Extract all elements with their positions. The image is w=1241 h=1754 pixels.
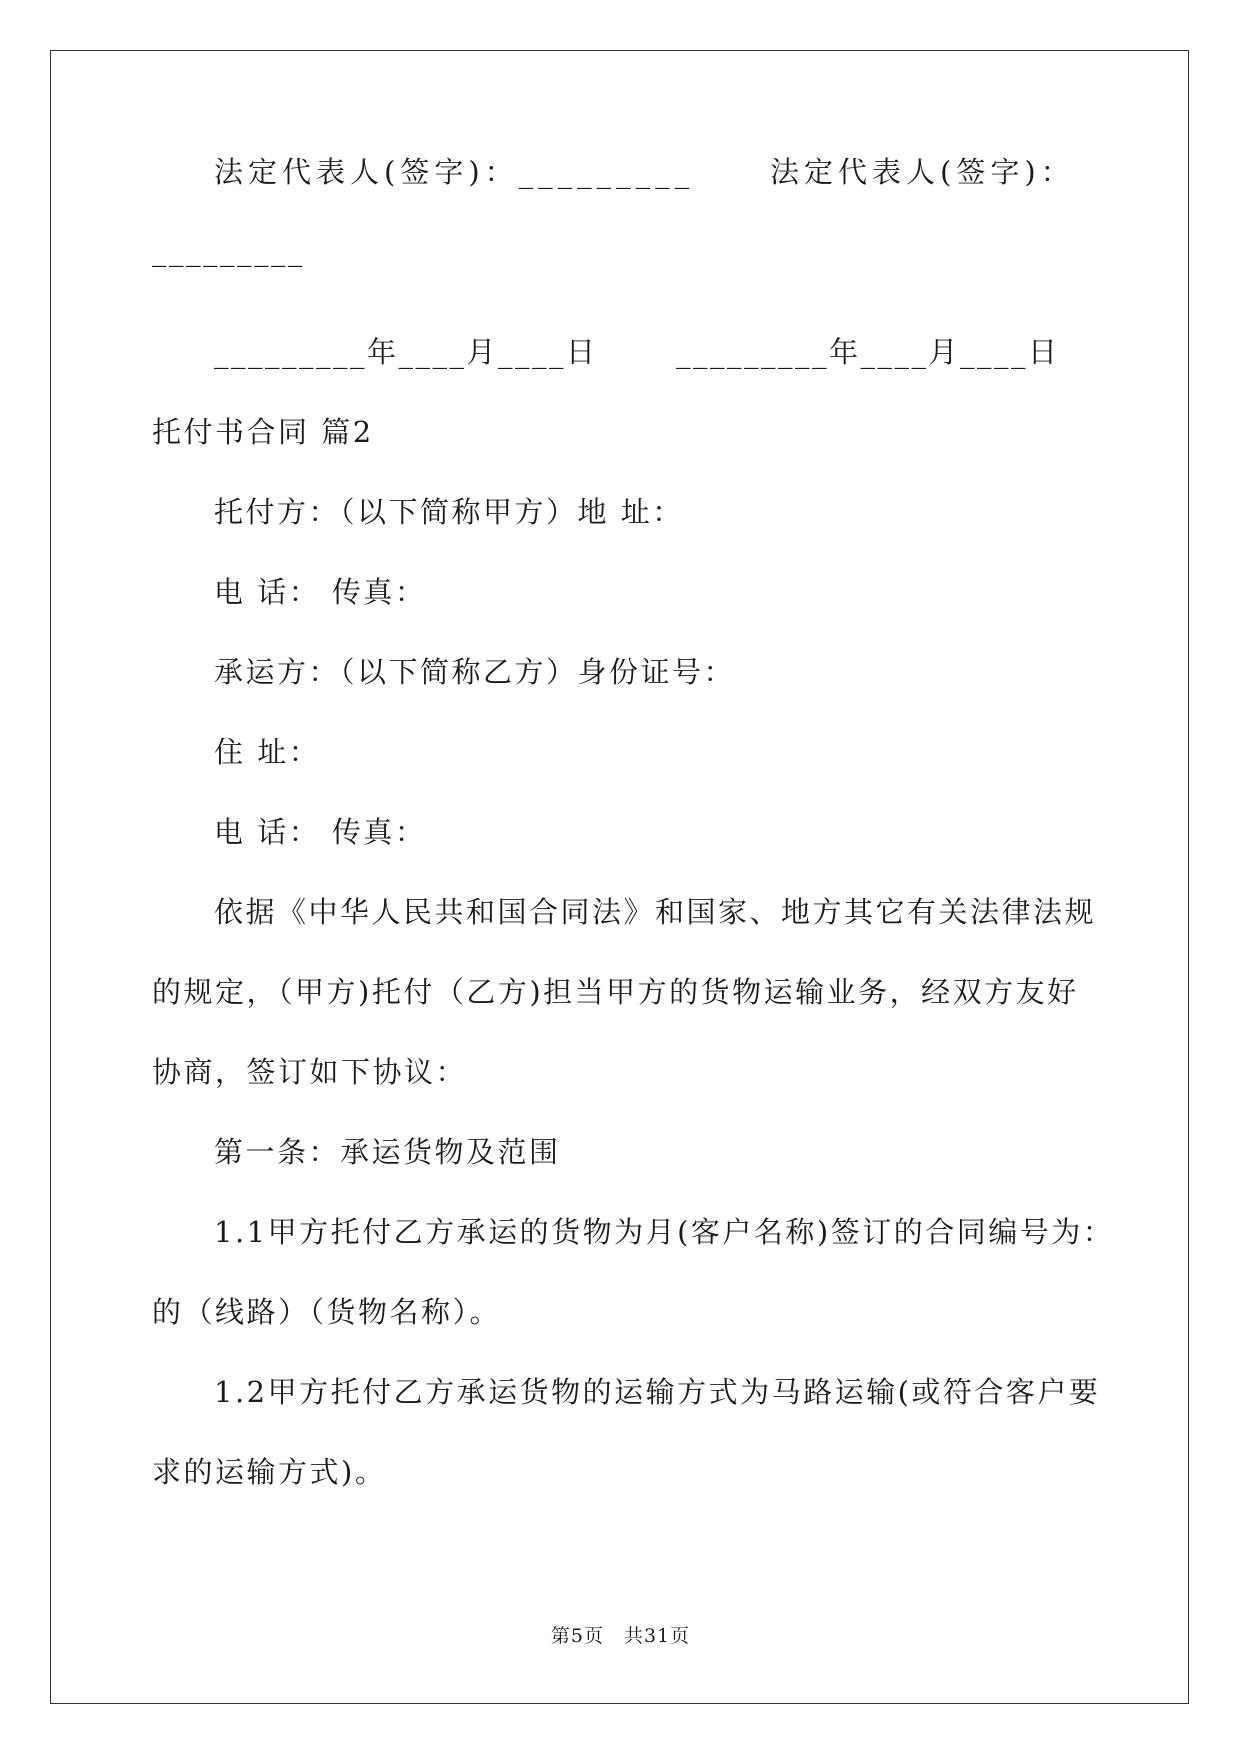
signature-date-left: _________年____月____日 (214, 335, 598, 369)
page-number: 第5页 共31页 (550, 1625, 691, 1647)
carrier-address-line: 住 址： (214, 735, 321, 769)
consignor-contact-line: 电 话： 传真： (214, 575, 427, 609)
article-1-title: 第一条：承运货物及范围 (214, 1135, 561, 1169)
preamble-line-1: 依据《中华人民共和国合同法》和国家、地方其它有关法律法规 (214, 895, 1097, 929)
carrier-contact-line: 电 话： 传真： (214, 815, 427, 849)
signature-date-right: _________年____月____日 (676, 335, 1060, 369)
signature-continuation: _________ (152, 233, 305, 267)
signature-right-label: 法定代表人(签字)： (770, 155, 1075, 189)
clause-1-2-line-2: 求的运输方式)。 (152, 1455, 387, 1489)
clause-1-1-line-1: 1.1甲方托付乙方承运的货物为月(客户名称)签订的合同编号为： (214, 1215, 1115, 1249)
preamble-line-3: 协商，签订如下协议： (152, 1055, 468, 1089)
section-title: 托付书合同 篇2 (152, 415, 374, 449)
carrier-line: 承运方：（以下简称乙方）身份证号： (214, 655, 736, 689)
clause-1-2-line-1: 1.2甲方托付乙方承运货物的运输方式为马路运输(或符合客户要 (214, 1375, 1101, 1409)
preamble-line-2: 的规定，（甲方)托付（乙方)担当甲方的货物运输业务，经双方友好 (152, 975, 1079, 1009)
signature-left-label: 法定代表人(签字)：_________ (214, 155, 695, 189)
consignor-line: 托付方：（以下简称甲方）地 址： (214, 495, 684, 529)
clause-1-1-line-2: 的（线路）（货物名称）。 (152, 1295, 502, 1329)
